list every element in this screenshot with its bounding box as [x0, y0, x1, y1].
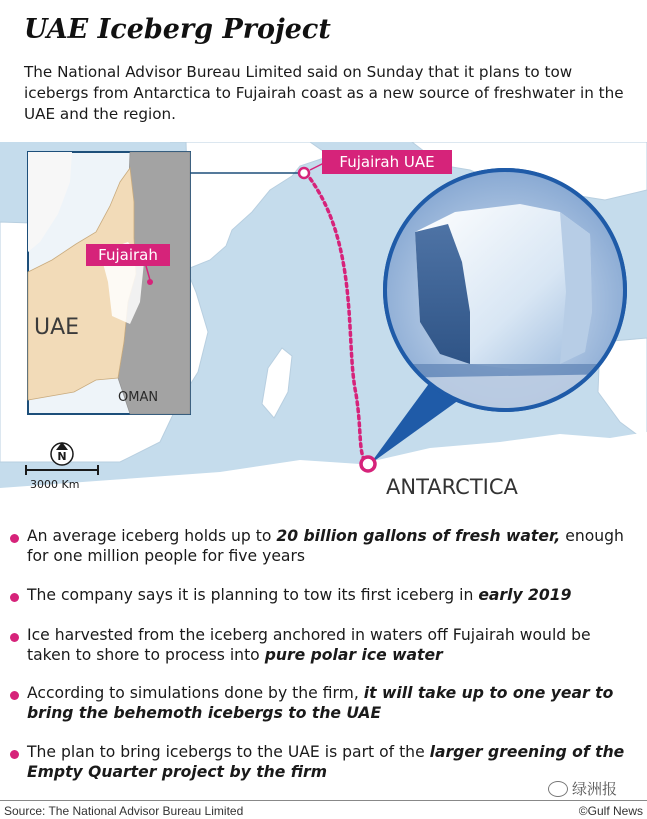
bullet-dot-icon: [10, 633, 19, 642]
bullet-dot-icon: [10, 691, 19, 700]
source-text: Source: The National Advisor Bureau Limited: [4, 804, 244, 818]
bullet-dot-icon: [10, 534, 19, 543]
scale-label: 3000 Km: [30, 478, 80, 491]
map-area: [0, 142, 647, 514]
inset-fujairah-label: Fujairah: [98, 246, 158, 264]
madagascar: [262, 348, 292, 418]
antarctica-marker: [361, 457, 375, 471]
intro-text: The National Advisor Bureau Limited said on Sunday that it plans to tow icebergs from Antarctica to Fujairah coast as a new source of freshwater in the UAE and the region.: [24, 63, 624, 123]
inset-oman-label: OMAN: [118, 390, 159, 405]
fujairah-marker: [299, 168, 309, 178]
fujairah-uae-label: Fujairah UAE: [339, 153, 435, 171]
tow-route: [306, 173, 366, 463]
iceberg-photo: [383, 168, 627, 412]
watermark-text: 绿洲报: [572, 780, 618, 798]
antarctica-label: ANTARCTICA: [386, 475, 518, 499]
inset-uae-label: UAE: [34, 315, 80, 340]
map-svg: [0, 142, 647, 514]
wechat-icon: [548, 781, 568, 797]
uae-inset-map: [28, 152, 190, 414]
page-title: UAE Iceberg Project: [24, 14, 331, 45]
footer-divider: [0, 800, 647, 801]
bullet-dot-icon: [10, 593, 19, 602]
compass-icon: [51, 442, 73, 465]
bullet-dot-icon: [10, 750, 19, 759]
watermark: [548, 778, 617, 799]
arabia-landmass: [170, 142, 330, 268]
credit-text: ©Gulf News: [578, 804, 643, 818]
svg-text:N: N: [57, 450, 67, 463]
